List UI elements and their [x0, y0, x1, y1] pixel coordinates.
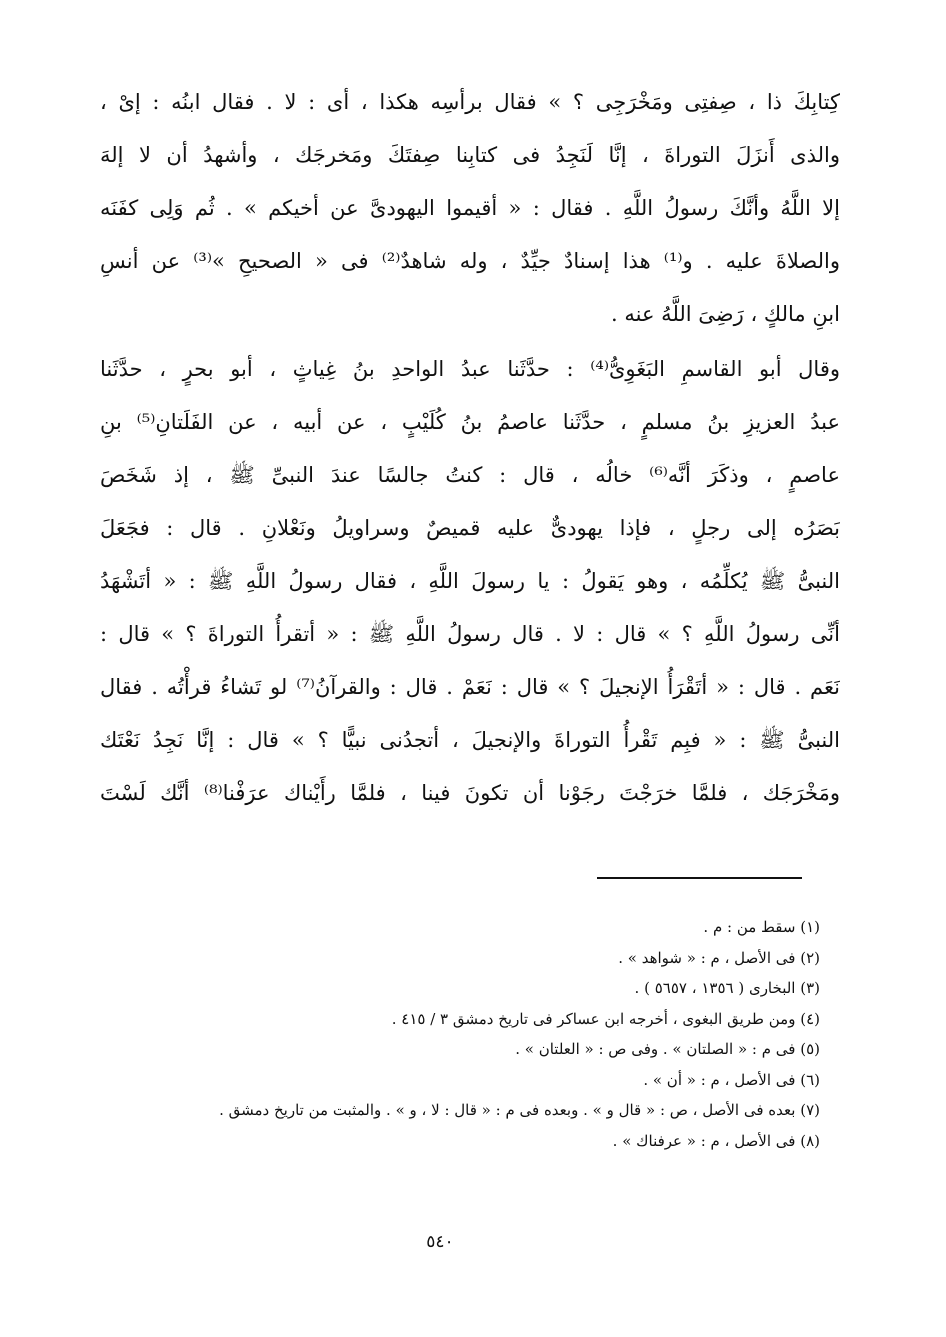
footnote: (١) سقط من : م . [703, 918, 820, 936]
text-line: عاصمٍ ، وذكَرَ أنَّه⁽⁶⁾ خالُه ، قال : كنتُ جالسًا عندَ النبىِّ ﷺ ، إذ شَخَصَ [100, 463, 840, 487]
footnote-separator [597, 877, 802, 879]
text-line: النبىُّ ﷺ يُكلِّمُه ، وهو يَقولُ : يا رسولَ اللَّهِ ، فقال رسولُ اللَّهِ ﷺ : « أتَشْهَدُ [100, 569, 840, 593]
footnote: (٨) فى الأصل ، م : « عرفناك » . [612, 1131, 820, 1150]
footnotes [80, 912, 820, 1156]
text-line: بَصَرُه إلى رجلٍ ، فإذا يهودىٌّ عليه قميصٌ وسراويلُ ونَعْلانِ . قال : فجَعَلَ [100, 516, 840, 540]
footnote: (٥) فى م : « الصلتان » . وفى ص : « العلتان » . [515, 1040, 820, 1058]
footnote: (٢) فى الأصل ، م : « شواهد » . [618, 948, 820, 967]
footnote: (٤) ومن طريق البغوى ، أخرجه ابن عساكر فى تاريخ دمشق ٣ / ٤١٥ . [391, 1009, 820, 1028]
text-line: ابنِ مالكٍ ، رَضِىَ اللَّهُ عنه . [611, 302, 840, 326]
page-number: ٥٤٠ [426, 1232, 454, 1252]
text-line: كِتابِكَ ذا ، صِفتِى ومَخْرَجِى ؟ » فقال برأسِه هكذا ، أى : لا . فقال ابنُه : إىْ ، [100, 90, 840, 114]
text-line: أنِّى رسولُ اللَّهِ ؟ » قال : لا . قال رسولُ اللَّهِ ﷺ : « أتقرأُ التوراةَ ؟ » قال : [100, 622, 840, 646]
footnote: (٣) البخارى ( ١٣٥٦ ، ٥٦٥٧ ) . [634, 979, 820, 997]
footnote: (٧) بعده فى الأصل ، ص : « قال و » . وبعده فى م : « قال : لا ، و » . والمثبت من تاريخ دمشق . [219, 1101, 820, 1119]
paragraph-2 [100, 343, 840, 820]
paragraph-1 [100, 76, 840, 341]
text-line: وقال أبو القاسمِ البَغَوِىُّ⁽⁴⁾ : حدَّثَنا عبدُ الواحدِ بنُ غِياثٍ ، أبو بحرٍ ، حدَّثَنا [100, 357, 840, 381]
footnote: (٦) فى الأصل ، م : « أن » . [643, 1070, 820, 1089]
text-line: النبىُّ ﷺ : « فبِم تَقْرأُ التوراةَ والإنجيلَ ، أتجدُنى نبيًّا ؟ » قال : إنَّا نَجِدُ نَعْتَك [100, 728, 840, 752]
text-line: ومَخْرَجَك ، فلمَّا خرَجْتَ رجَوْنا أن تكونَ فينا ، فلمَّا رأَيْناك عرَفْنا⁽⁸⁾ أنَّك لَسْتَ [100, 781, 840, 805]
text-line: والذى أَنزَلَ التوراةَ ، إنَّا لَنَجِدُ فى كتابِنا صِفتَكَ ومَخرجَك ، وأشهدُ أن لا إلهَ [100, 143, 840, 167]
text-line: إلا اللَّهُ وأنَّكَ رسولُ اللَّهِ . فقال : « أقيموا اليهودىَّ عن أخيكم » . ثُم وَلِى كفَنَه [100, 196, 840, 220]
text-line: والصلاةَ عليه . و⁽¹⁾ هذا إسنادٌ جيِّدٌ ، وله شاهدٌ⁽²⁾ فى « الصحيحِ »⁽³⁾ عن أنسِ [100, 249, 840, 273]
text-line: نَعَم . قال : « أتَقْرَأُ الإنجيلَ ؟ » قال : نَعَمْ . قال : والقرآنُ⁽⁷⁾ لو تَشاءُ قرأْتُه . فقال [100, 675, 840, 699]
text-line: عبدُ العزيزِ بنُ مسلمٍ ، حدَّثَنا عاصمُ بنُ كُلَيْبٍ ، عن أبيه ، عن الفَلَتانِ⁽⁵⁾ بنِ [100, 410, 840, 434]
